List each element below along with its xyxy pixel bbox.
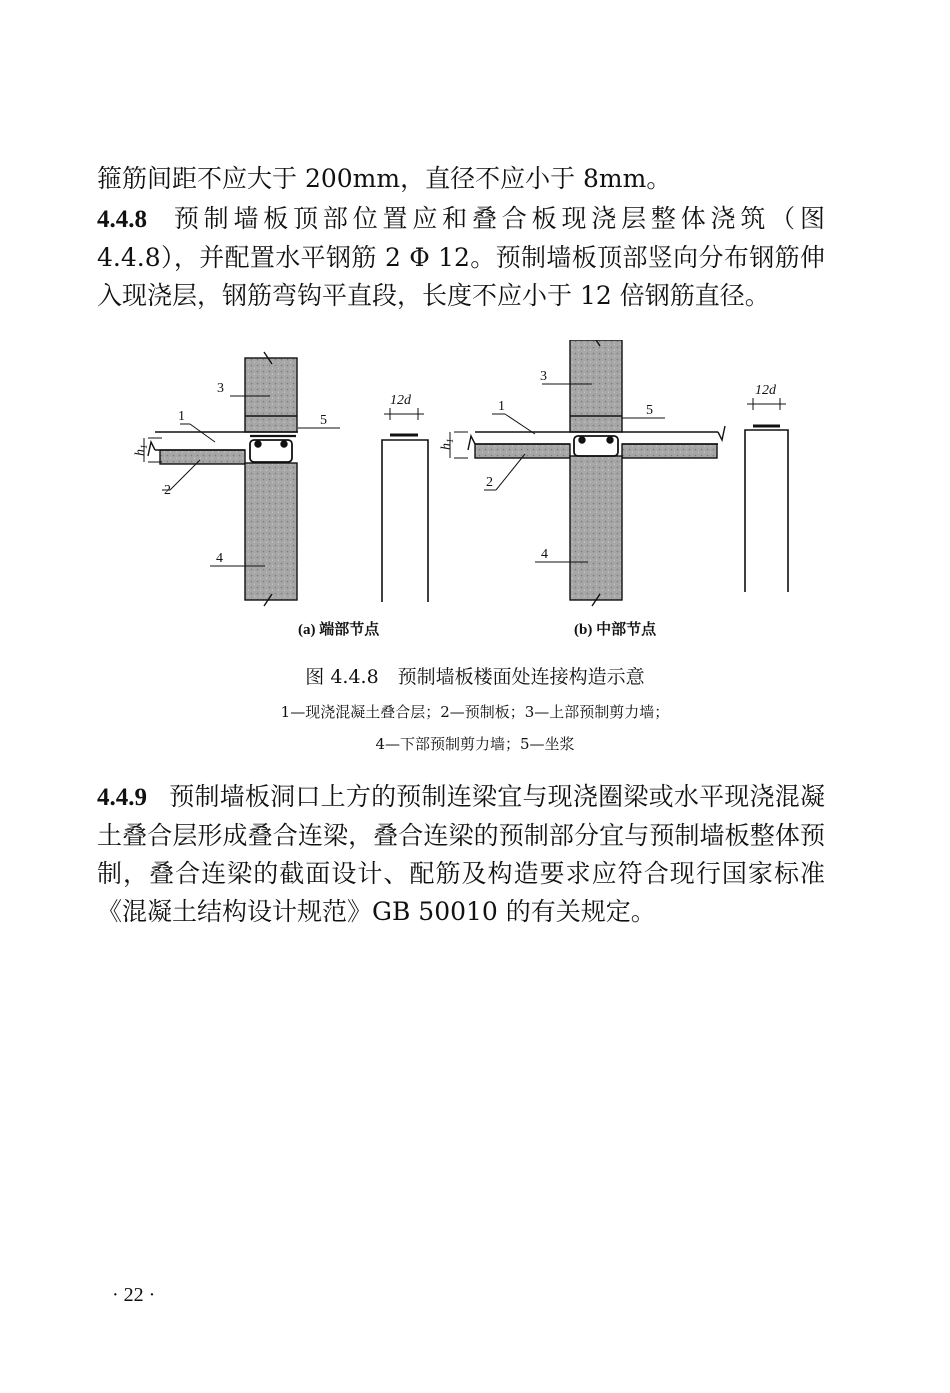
callout-5-b: 5 xyxy=(646,403,653,418)
callout-5-a: 5 xyxy=(320,413,327,428)
lower-wall-a xyxy=(245,463,297,600)
callout-4-b: 4 xyxy=(541,547,548,562)
upper-wall-b xyxy=(570,340,622,432)
clause-4-4-9 xyxy=(97,778,825,931)
callout-2-a: 2 xyxy=(164,483,171,498)
figure-legend-line-1: 1—现浇混凝土叠合层；2—预制板；3—上部预制剪力墙； xyxy=(280,703,670,721)
dim-h1-a: $h_1$ xyxy=(133,444,149,456)
precast-slab-a xyxy=(160,450,245,464)
end-node-detail xyxy=(144,352,428,606)
clause-number: 4.4.9 xyxy=(97,784,147,811)
precast-slab-b-right xyxy=(622,444,717,458)
callout-2-b: 2 xyxy=(486,475,493,490)
callout-3-b: 3 xyxy=(540,369,547,384)
callout-3-a: 3 xyxy=(217,381,224,396)
bar-hook-a xyxy=(382,440,428,602)
bar-hook-b xyxy=(745,430,788,592)
callout-1-a: 1 xyxy=(178,409,185,424)
callout-1-b: 1 xyxy=(498,399,505,414)
paragraph-stirrup-spacing: 箍筋间距不应大于 200mm，直径不应小于 8mm。 xyxy=(97,164,672,193)
sublabel-middle-node: (b) 中部节点 xyxy=(574,622,657,638)
upper-wall-a xyxy=(245,358,297,432)
precast-slab-b-left xyxy=(475,444,570,458)
page-number: · 22 · xyxy=(112,1284,156,1306)
clause-text: 预制墙板顶部位置应和叠合板现浇层整体浇筑（图 4.4.8），并配置水平钢筋 2 Φ 12。预制墙板顶部竖向分布钢筋伸入现浇层，钢筋弯钩平直段，长度不应小于 12 倍钢筋直径。 xyxy=(97,204,825,310)
clause-4-4-8 xyxy=(97,200,825,315)
dim-12d-b: 12d xyxy=(755,383,776,398)
clause-number: 4.4.8 xyxy=(97,206,147,233)
clause-text: 预制墙板洞口上方的预制连梁宜与现浇圈梁或水平现浇混凝土叠合层形成叠合连梁，叠合连梁的预制部分宜与预制墙板整体预制，叠合连梁的截面设计、配筋及构造要求应符合现行国家标准《混凝土结构设计规范》GB 50010 的有关规定。 xyxy=(97,782,825,926)
figure-caption: 图 4.4.8 预制墙板楼面处连接构造示意 xyxy=(305,666,645,688)
connection-detail-figure xyxy=(100,340,840,650)
middle-node-detail xyxy=(450,340,788,606)
dim-12d-a: 12d xyxy=(390,393,411,408)
callout-4-a: 4 xyxy=(216,551,223,566)
figure-legend-line-2: 4—下部预制剪力墙；5—坐浆 xyxy=(375,735,575,753)
lower-wall-b xyxy=(570,456,622,600)
sublabel-end-node: (a) 端部节点 xyxy=(298,622,380,638)
dim-h1-b: $h_1$ xyxy=(439,438,455,450)
